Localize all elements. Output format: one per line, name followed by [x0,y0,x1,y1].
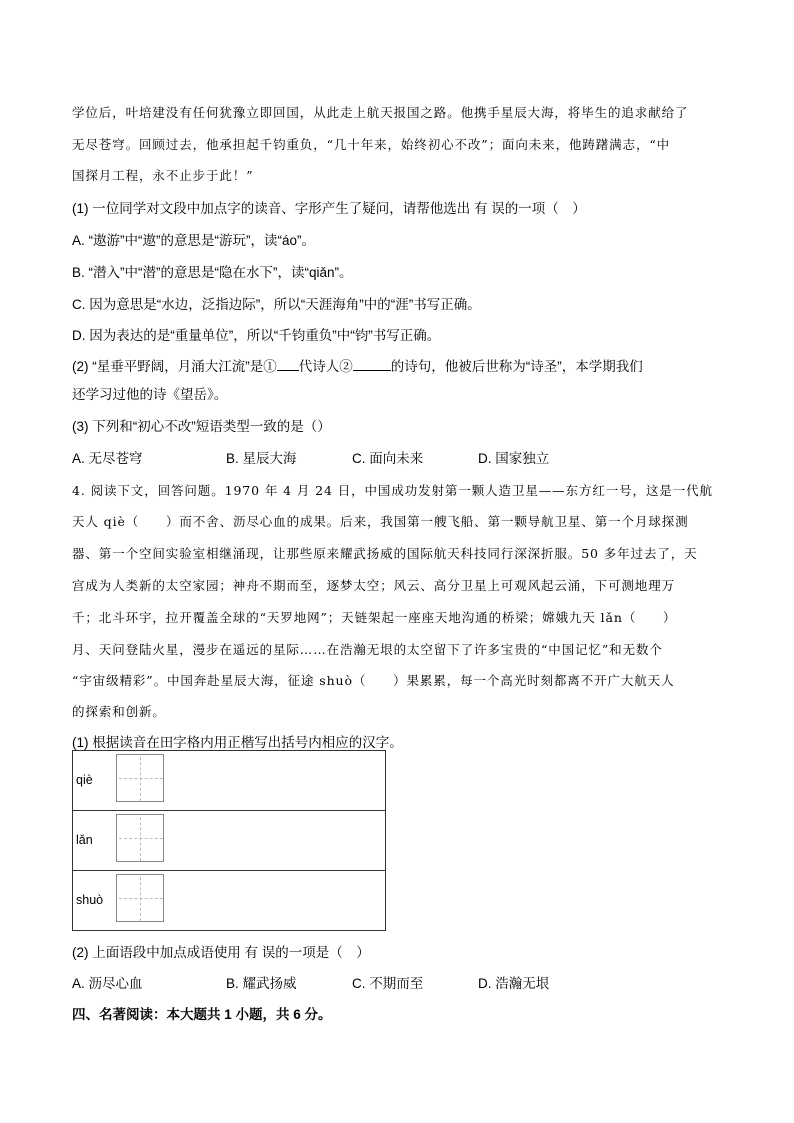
q3-1-stem: (1) 一位同学对文段中加点字的读音、字形产生了疑问，请帮他选出 有 误的一项（ ） [72,201,586,216]
q4-passage-line-5: 千；北斗环宇，拉开覆盖全球的“天罗地网”；天链架起一座座天地沟通的桥梁；嫦娥九天 lǎn（ ） [72,610,677,625]
tianzige-box[interactable] [116,754,164,802]
q3-3-option-b: B. 星辰大海 [226,451,297,466]
q4-passage-line-1: 4. 阅读下文，回答问题。1970 年 4 月 24 日，中国成功发射第一颗人造卫星——东方红一号，这是一代航 [72,483,713,498]
grid-cell [73,751,386,811]
pinyin-label: shuò [76,893,104,907]
q4-sub2-stem: (2) 上面语段中加点成语使用 有 误的一项是（ ） [72,945,370,960]
table-row [73,811,386,871]
tianzige-table [72,750,386,931]
q4-sub1-stem: (1) 根据读音在田字格内用正楷写出括号内相应的汉字。 [72,735,403,750]
q3-3-option-d: D. 国家独立 [478,451,550,466]
grid-cell [73,871,386,931]
table-row [73,871,386,931]
q3-1-option-d: D. 因为表达的是“重量单位”，所以“千钧重负”中“钧”书写正确。 [72,328,441,343]
q4-sub2-option-d: D. 浩瀚无垠 [478,976,550,991]
q3-2-text-2: 代诗人② [298,359,353,374]
q3-3-option-c: C. 面向未来 [352,451,424,466]
q4-passage-line-2: 天人 qiè（ ）而不舍、沥尽心血的成果。后来，我国第一艘飞船、第一颗导航卫星、第一个月球探测 [72,514,689,529]
q4-passage-line-6: 月、天问登陆火星，漫步在遥远的星际……在浩瀚无垠的太空留下了许多宝贵的“中国记忆”和无数个 [72,642,663,657]
q3-2-line-2: 还学习过他的诗《望岳》。 [72,387,228,402]
q4-passage-line-8: 的探索和创新。 [72,704,166,719]
tianzige-box[interactable] [116,874,164,922]
tianzige-box[interactable] [116,814,164,862]
table-row [73,751,386,811]
q3-1-option-c: C. 因为意思是“水边，泛指边际”，所以“天涯海角”中的“涯”书写正确。 [72,297,481,312]
q3-2-stem [72,355,643,375]
q4-passage-line-3: 器、第一个空间实验室相继涌现，让那些原来耀武扬威的国际航天科技同行深深折服。50 多年过去了，天 [72,546,698,561]
q3-2-text-1: (2) “星垂平野阔，月涌大江流”是① [72,359,277,374]
section-heading-4: 四、名著阅读：本大题共 1 小题，共 6 分。 [72,1007,332,1022]
passage-line-3: 国探月工程，永不止步于此！” [72,168,254,183]
pinyin-label: lǎn [76,833,93,847]
pinyin-label: qiè [76,773,93,787]
q4-passage-line-7: “宇宙级精彩”。中国奔赴星辰大海，征途 shuò（ ）果累累，每一个高光时刻都离不开广大航天人 [72,673,675,688]
q3-1-option-a: A. “遨游”中“遨”的意思是“游玩”，读“áo”。 [72,233,315,248]
q4-sub2-option-c: C. 不期而至 [352,976,424,991]
q4-sub2-option-b: B. 耀武扬威 [226,976,297,991]
answer-blank-2[interactable] [353,358,391,371]
q4-sub2-option-a: A. 沥尽心血 [72,976,143,991]
grid-cell [73,811,386,871]
q3-2-text-3: 的诗句，他被后世称为“诗圣”，本学期我们 [390,359,643,374]
passage-line-2: 无尽苍穹。回顾过去，他承担起千钧重负，“几十年来，始终初心不改”；面向未来，他踌躇满志，“中 [72,137,671,152]
q3-1-option-b: B. “潜入”中“潜”的意思是“隐在水下”，读“qiǎn”。 [72,265,353,280]
q3-3-stem: (3) 下列和“初心不改”短语类型一致的是（） [72,419,331,434]
q4-passage-line-4: 宫成为人类新的太空家园；神舟不期而至，逐梦太空；风云、高分卫星上可观风起云涌，下可测地理万 [72,578,676,593]
passage-line-1: 学位后，叶培建没有任何犹豫立即回国，从此走上航天报国之路。他携手星辰大海，将毕生的追求献给了 [72,105,689,120]
q3-3-option-a: A. 无尽苍穹 [72,451,143,466]
answer-blank-1[interactable] [277,358,299,371]
